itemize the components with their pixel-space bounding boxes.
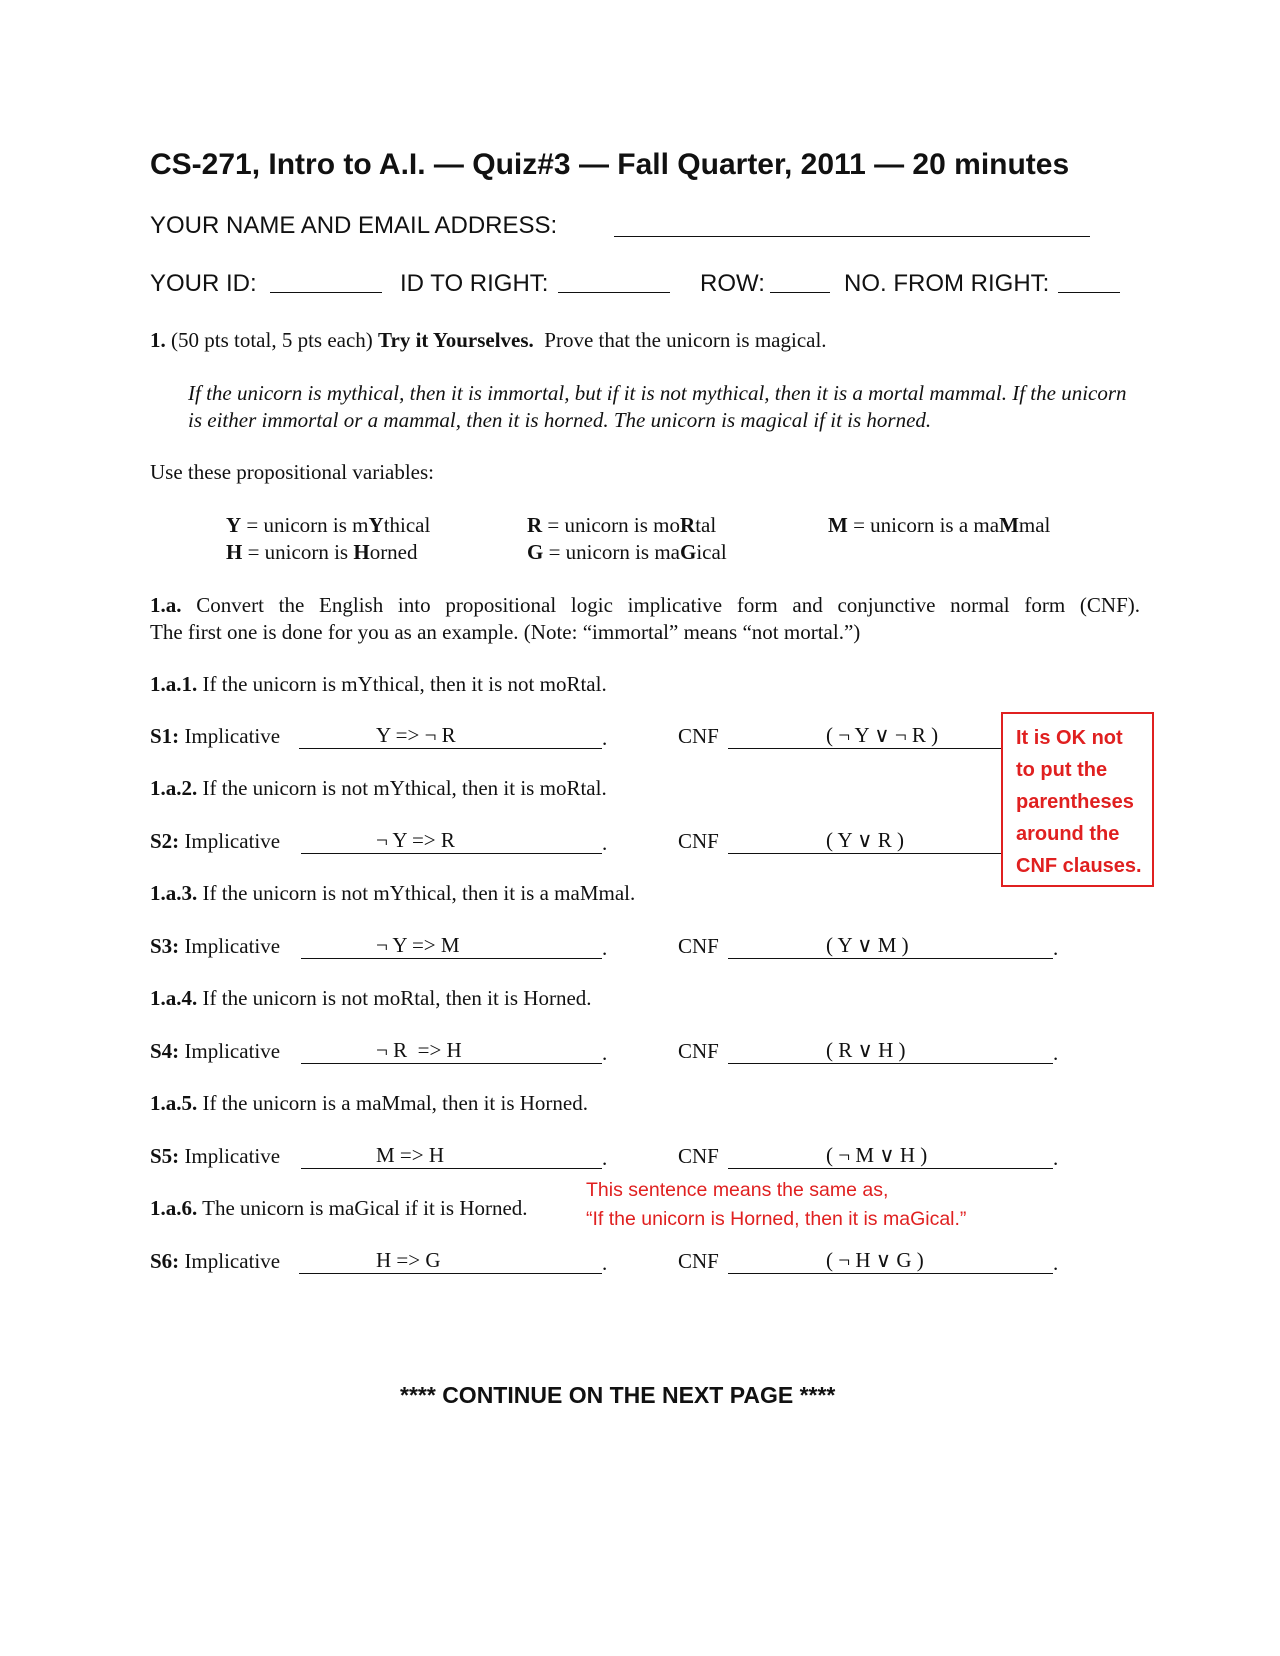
s5-cnf-period: .	[1053, 1146, 1059, 1170]
vars-intro: Use these propositional variables:	[150, 460, 435, 484]
variable-m: M = unicorn is a maMmal	[828, 513, 1051, 537]
question-number: 1.	[150, 328, 166, 352]
question-points: (50 pts total, 5 pts each)	[171, 328, 373, 352]
s2-cnf-label: CNF	[678, 829, 719, 853]
no-from-right-field[interactable]	[1058, 292, 1120, 293]
name-email-field[interactable]	[614, 236, 1090, 237]
question-heading	[150, 328, 827, 353]
parentheses-note-text: It is OK not to put the parentheses around the CNF clauses.	[1016, 727, 1142, 877]
variable-y: Y = unicorn is mYthical	[226, 513, 431, 537]
item-sentence-1: 1.a.1. If the unicorn is mYthical, then it is not moRtal.	[150, 672, 607, 696]
no-from-right-label: NO. FROM RIGHT:	[844, 270, 1050, 297]
s1-cnf-field[interactable]: ( ¬ Y ∨ ¬ R )	[728, 723, 1001, 749]
s6-cnf-label: CNF	[678, 1249, 719, 1273]
id-label: YOUR ID:	[150, 270, 257, 297]
item-sentence-3: 1.a.3. If the unicorn is not mYthical, then it is a maMmal.	[150, 881, 636, 905]
s2-cnf-field[interactable]: ( Y ∨ R )	[728, 828, 1001, 854]
s2-imp-period: .	[602, 831, 608, 855]
s4-cnf-field[interactable]: ( R ∨ H )	[728, 1038, 1053, 1064]
s1-imp-period: .	[602, 726, 608, 750]
s2-implicative-field[interactable]: ¬ Y => R	[301, 828, 602, 854]
item-s4-label: S4: Implicative	[150, 1039, 281, 1063]
name-email-label: YOUR NAME AND EMAIL ADDRESS:	[150, 212, 558, 239]
s4-imp-period: .	[602, 1041, 608, 1065]
s4-implicative-field[interactable]: ¬ R => H	[301, 1038, 602, 1064]
id-right-field[interactable]	[558, 292, 670, 293]
item-sentence-4: 1.a.4. If the unicorn is not moRtal, then it is Horned.	[150, 986, 592, 1010]
question-title: Try it Yourselves.	[378, 328, 534, 352]
s1-cnf-label: CNF	[678, 724, 719, 748]
s3-imp-period: .	[602, 936, 608, 960]
row-field[interactable]	[770, 292, 830, 293]
item-s2-label: S2: Implicative	[150, 829, 281, 853]
story-paragraph: If the unicorn is mythical, then it is immortal, but if it is not mythical, then it is a mortal mammal. If the unicorn is either immortal or a mammal, then it is horned. The unicorn is magical if it is horned.	[188, 381, 1127, 432]
id-right-label: ID TO RIGHT:	[400, 270, 549, 297]
sentence-note	[586, 1176, 966, 1234]
item-sentence-2: 1.a.2. If the unicorn is not mYthical, then it is moRtal.	[150, 776, 607, 800]
s6-cnf-period: .	[1053, 1251, 1059, 1275]
variable-r: R = unicorn is moRtal	[527, 513, 717, 537]
sentence-note-line1: This sentence means the same as,	[586, 1179, 889, 1201]
s6-implicative-field[interactable]: H => G	[299, 1248, 602, 1274]
s3-implicative-field[interactable]: ¬ Y => M	[301, 933, 602, 959]
item-s6-label: S6: Implicative	[150, 1249, 281, 1273]
s3-cnf-label: CNF	[678, 934, 719, 958]
variable-g: G = unicorn is maGical	[527, 540, 727, 564]
item-s5-label: S5: Implicative	[150, 1144, 281, 1168]
row-label: ROW:	[700, 270, 765, 297]
s3-cnf-field[interactable]: ( Y ∨ M )	[728, 933, 1053, 959]
s1-implicative-field[interactable]: Y => ¬ R	[299, 723, 602, 749]
item-s1-label: S1: Implicative	[150, 724, 281, 748]
s4-cnf-period: .	[1053, 1041, 1059, 1065]
s5-imp-period: .	[602, 1146, 608, 1170]
s3-cnf-period: .	[1053, 936, 1059, 960]
page-title: CS-271, Intro to A.I. — Quiz#3 — Fall Quarter, 2011 — 20 minutes	[150, 148, 1070, 181]
variable-h: H = unicorn is Horned	[226, 540, 418, 564]
s5-cnf-field[interactable]: ( ¬ M ∨ H )	[728, 1143, 1053, 1169]
s4-cnf-label: CNF	[678, 1039, 719, 1063]
item-s3-label: S3: Implicative	[150, 934, 281, 958]
question-prompt: Prove that the unicorn is magical.	[544, 328, 827, 352]
item-sentence-6: 1.a.6. The unicorn is maGical if it is Horned.	[150, 1196, 528, 1220]
part-a-intro: 1.a. Convert the English into propositional logic implicative form and conjunctive normal form (CNF). The first one is done for you as an example. (Note: “immortal” means “not mortal.”)	[150, 593, 1141, 644]
sentence-note-line2: “If the unicorn is Horned, then it is maGical.”	[586, 1208, 967, 1230]
item-sentence-5: 1.a.5. If the unicorn is a maMmal, then it is Horned.	[150, 1091, 588, 1115]
s5-cnf-label: CNF	[678, 1144, 719, 1168]
continue-footer: **** CONTINUE ON THE NEXT PAGE ****	[400, 1382, 836, 1408]
s6-imp-period: .	[602, 1251, 608, 1275]
s6-cnf-field[interactable]: ( ¬ H ∨ G )	[728, 1248, 1053, 1274]
s5-implicative-field[interactable]: M => H	[301, 1143, 602, 1169]
id-field[interactable]	[270, 292, 382, 293]
